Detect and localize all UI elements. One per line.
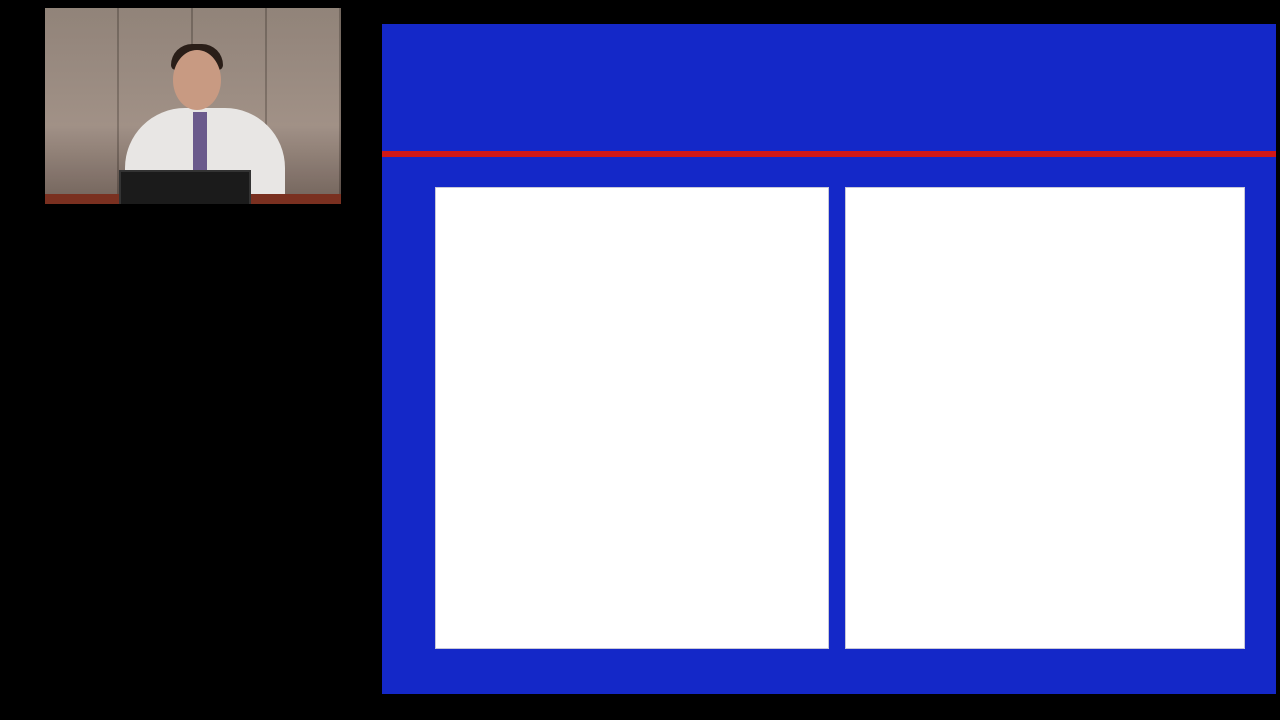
speaker-video (45, 8, 341, 204)
title-divider (382, 151, 1276, 157)
monitor (119, 170, 251, 204)
apical-views-panel (435, 187, 829, 649)
subcostal-views-panel (845, 187, 1245, 649)
presentation-slide (382, 24, 1276, 694)
speaker-tie (193, 112, 207, 172)
speaker-head (173, 50, 221, 110)
